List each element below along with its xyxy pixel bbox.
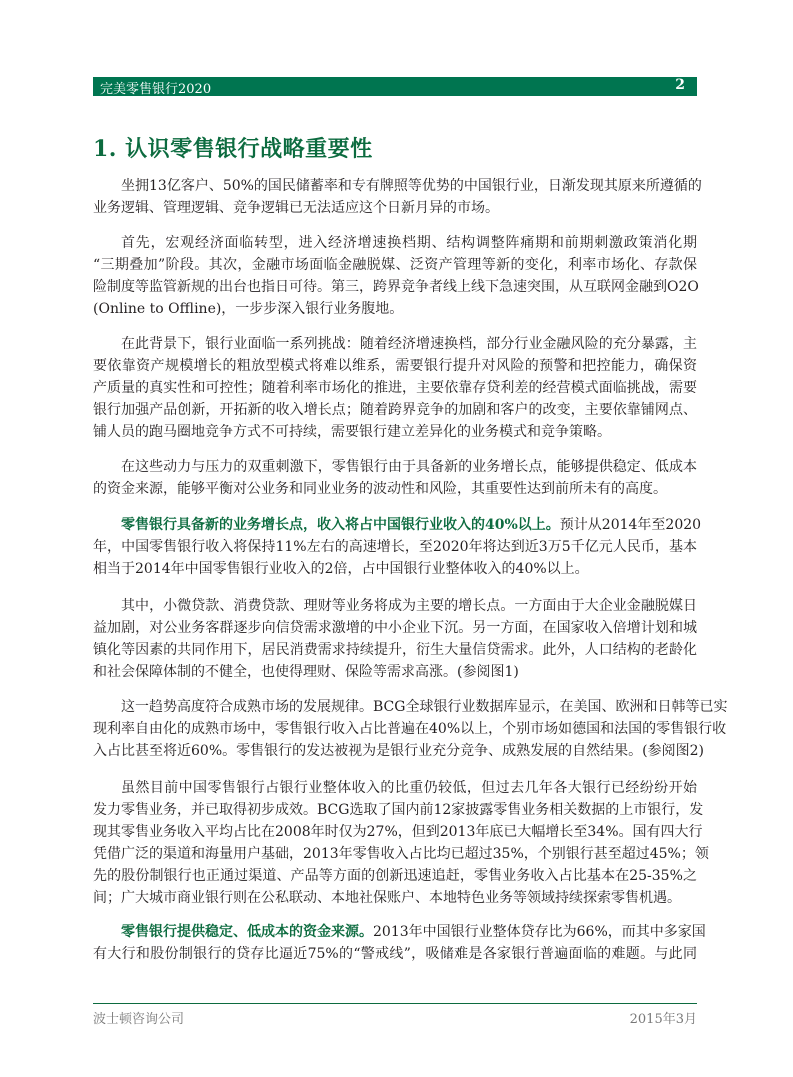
text-line bbox=[93, 696, 728, 718]
line-text: 镇化等因素的共同作用下，居民消费需求持续提升，衍生大量信贷需求。此外，人口结构的老龄化 bbox=[93, 642, 697, 658]
line-text: 凭借广泛的渠道和海量用户基础，2013年零售收入占比均已超过35%，个别银行甚至超过45%；领 bbox=[93, 846, 709, 862]
line-text: 首先，宏观经济面临转型，进入经济增速换档期、结构调整阵痛期和前期刺激政策消化期 bbox=[121, 235, 697, 251]
line-text: 现利率自由化的成熟市场中，零售银行收入占比普遍在40%以上，个别市场如德国和法国的零售银行收 bbox=[93, 721, 727, 737]
line-text: 业务逻辑、管理逻辑、竞争逻辑已无法适应这个日新月异的市场。 bbox=[93, 200, 499, 216]
line-text: 现其零售业务收入平均占比在2008年时仅为27%，但到2013年底已大幅增长至34%。国有四大行 bbox=[93, 824, 703, 840]
text-line bbox=[93, 254, 697, 276]
paragraph bbox=[93, 333, 697, 443]
line-text: 先的股份制银行也正通过渠道、产品等方面的创新迅速追赶，零售业务收入占比基本在25-35%之 bbox=[93, 868, 697, 884]
line-text: 2013年中国银行业整体贷存比为66%，而其中多家国 bbox=[373, 924, 706, 940]
line-text: 发力零售业务，并已取得初步成效。BCG选取了国内前12家披露零售业务相关数据的上市银行，发 bbox=[93, 802, 704, 818]
text-line bbox=[93, 333, 697, 355]
text-line bbox=[93, 865, 697, 887]
text-line bbox=[93, 478, 697, 500]
line-text: 年，中国零售银行收入将保持11%左右的高速增长，至2020年将达到近3万5千亿元人民币，基本 bbox=[93, 539, 697, 555]
paragraph bbox=[93, 921, 706, 965]
line-text: 在这些动力与压力的双重刺激下，零售银行由于具备新的业务增长点，能够提供稳定、低成本 bbox=[121, 459, 697, 475]
line-text: 入占比甚至将近60%。零售银行的发达被视为是银行业充分竞争、成熟发展的自然结果。(参阅图2) bbox=[93, 743, 704, 759]
line-text: 有大行和股份制银行的贷存比逼近75%的“警戒线”，吸储难是各家银行普遍面临的难题。与此同 bbox=[93, 946, 697, 962]
line-text: 预计从2014年至2020 bbox=[559, 517, 702, 533]
text-line bbox=[93, 175, 702, 197]
line-text: 虽然目前中国零售银行占银行业整体收入的比重仍较低，但过去几年各大银行已经纷纷开始 bbox=[121, 780, 697, 796]
line-text: 在此背景下，银行业面临一系列挑战：随着经济增速换档，部分行业金融风险的充分暴露，主 bbox=[121, 336, 697, 352]
text-line bbox=[93, 821, 703, 843]
text-line bbox=[93, 740, 704, 762]
line-text: 银行加强产品创新，开拓新的收入增长点；随着跨界竞争的加剧和客户的改变，主要依靠铺网点、 bbox=[93, 402, 697, 418]
text-line bbox=[93, 276, 697, 298]
text-line bbox=[93, 843, 709, 865]
footer-divider bbox=[93, 1003, 697, 1004]
text-line bbox=[93, 617, 697, 639]
running-header-bar bbox=[93, 77, 697, 96]
text-line bbox=[93, 639, 697, 661]
paragraph bbox=[93, 175, 702, 219]
text-line bbox=[93, 377, 697, 399]
line-text: 要依靠资产规模增长的粗放型模式将难以维系，需要银行提升对风险的预警和把控能力，确保资 bbox=[93, 358, 697, 374]
text-line bbox=[93, 536, 697, 558]
paragraph bbox=[93, 456, 697, 500]
text-line bbox=[93, 558, 697, 580]
text-line bbox=[93, 421, 697, 443]
running-header-title: 完美零售银行2020 bbox=[100, 82, 212, 97]
text-line bbox=[93, 595, 697, 617]
line-text: 坐拥13亿客户、50%的国民储蓄率和专有牌照等优势的中国银行业，日渐发现其原来所遵循的 bbox=[121, 178, 702, 194]
paragraph bbox=[93, 696, 728, 762]
page-number: 2 bbox=[675, 77, 685, 93]
text-line bbox=[93, 921, 706, 943]
line-text: (Online to Offline)，一步步深入银行业务腹地。 bbox=[93, 301, 404, 317]
line-text: 和社会保障体制的不健全，也使得理财、保险等需求高涨。(参阅图1) bbox=[93, 664, 519, 680]
paragraph bbox=[93, 232, 697, 320]
line-text: 险制度等监管新规的出台也指日可待。第三，跨界竞争者线上线下急速突围，从互联网金融到O2O bbox=[93, 279, 699, 295]
line-text: 的资金来源，能够平衡对公业务和同业业务的波动性和风险，其重要性达到前所未有的高度。 bbox=[93, 481, 667, 497]
line-text: 间；广大城市商业银行则在公私联动、本地社保账户、本地特色业务等领域持续探索零售机遇。 bbox=[93, 890, 681, 906]
paragraph-lead: 零售银行提供稳定、低成本的资金来源。 bbox=[121, 924, 373, 940]
line-text: 相当于2014年中国零售银行业收入的2倍，占中国银行业整体收入的40%以上。 bbox=[93, 561, 589, 577]
line-text: “三期叠加”阶段。其次，金融市场面临金融脱媒、泛资产管理等新的变化，利率市场化、存款保 bbox=[93, 257, 697, 273]
line-text: 这一趋势高度符合成熟市场的发展规律。BCG全球银行业数据库显示，在美国、欧洲和日韩等已实 bbox=[121, 699, 728, 715]
text-line bbox=[93, 887, 697, 909]
line-text: 其中，小微贷款、消费贷款、理财等业务将成为主要的增长点。一方面由于大企业金融脱媒日 bbox=[121, 598, 697, 614]
paragraph-lead: 零售银行具备新的业务增长点，收入将占中国银行业收入的40%以上。 bbox=[121, 517, 560, 533]
text-line bbox=[93, 718, 727, 740]
text-line bbox=[93, 298, 697, 320]
text-line bbox=[93, 799, 704, 821]
text-line bbox=[93, 355, 697, 377]
paragraph bbox=[93, 595, 697, 683]
text-line bbox=[93, 232, 697, 254]
text-line bbox=[93, 399, 697, 421]
section-title: 1. 认识零售银行战略重要性 bbox=[93, 136, 373, 162]
line-text: 铺人员的跑马圈地竞争方式不可持续，需要银行建立差异化的业务模式和竞争策略。 bbox=[93, 424, 611, 440]
paragraph bbox=[93, 777, 709, 909]
body-text bbox=[93, 175, 728, 965]
text-line bbox=[93, 197, 697, 219]
text-line bbox=[93, 456, 697, 478]
text-line bbox=[93, 943, 697, 965]
line-text: 益加剧，对公业务客群逐步向信贷需求激增的中小企业下沉。另一方面，在国家收入倍增计划和城 bbox=[93, 620, 697, 636]
paragraph bbox=[93, 514, 702, 580]
text-line bbox=[93, 514, 702, 536]
text-line bbox=[93, 777, 697, 799]
line-text: 产质量的真实性和可控性；随着利率市场化的推进，主要依靠存贷利差的经营模式面临挑战，需要 bbox=[93, 380, 697, 396]
footer-date: 2015年3月 bbox=[629, 1012, 697, 1027]
text-line bbox=[93, 661, 697, 683]
footer-publisher: 波士顿咨询公司 bbox=[93, 1012, 185, 1027]
